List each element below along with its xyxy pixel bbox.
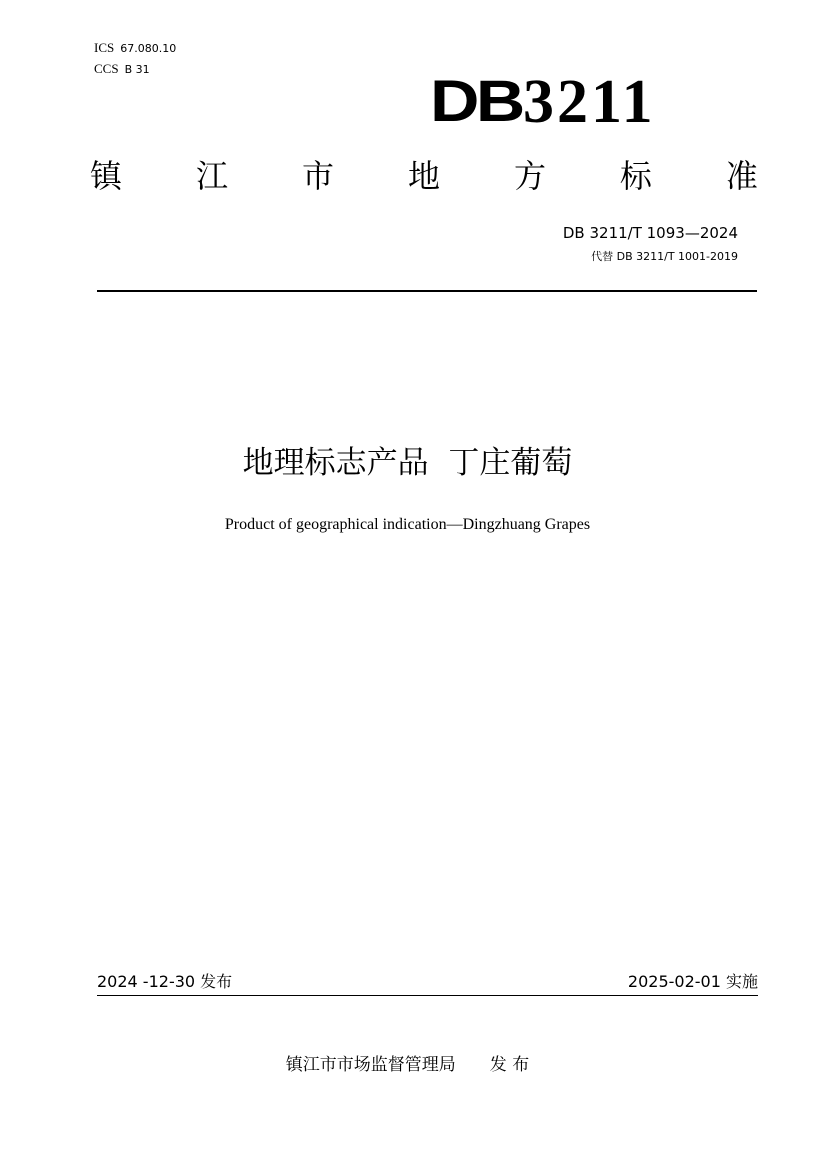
title-english: Product of geographical indication—Dingzhuang Grapes xyxy=(224,516,591,533)
standard-type-char: 江 xyxy=(195,157,228,195)
standard-type-char: 标 xyxy=(619,157,652,195)
standard-type-char: 地 xyxy=(407,157,440,195)
header-divider xyxy=(97,290,757,292)
ics-code: 67.080.10 xyxy=(120,42,177,55)
standard-type-char: 方 xyxy=(513,157,546,195)
replaces-standard: 代替 DB 3211/T 1001-2019 xyxy=(591,250,738,263)
implementation-date: 2025-02-01 实施 xyxy=(627,972,758,991)
ccs-code: B 31 xyxy=(124,63,150,76)
db-logo-letters: DB xyxy=(430,69,522,134)
ccs-classification xyxy=(94,61,150,78)
db-logo-number: 3211 xyxy=(523,68,656,136)
standard-type-heading xyxy=(90,156,758,196)
db-logo xyxy=(430,68,656,136)
standard-type-char: 市 xyxy=(301,157,334,195)
title-chinese: 地理标志产品 丁庄葡萄 xyxy=(242,445,573,481)
issue-date: 2024 -12-30 发布 xyxy=(97,972,233,991)
standard-number: DB 3211/T 1093—2024 xyxy=(562,224,738,242)
issuer-line xyxy=(0,1054,815,1076)
standard-type-char: 准 xyxy=(725,157,758,195)
footer-divider xyxy=(97,995,758,996)
ics-label: ICS xyxy=(94,40,115,55)
ics-classification xyxy=(94,40,176,57)
issuer-action: 发 布 xyxy=(489,1055,530,1075)
ccs-label: CCS xyxy=(94,61,119,76)
standard-type-char: 镇 xyxy=(90,157,123,195)
issuer-name: 镇江市市场监督管理局 xyxy=(285,1055,456,1075)
